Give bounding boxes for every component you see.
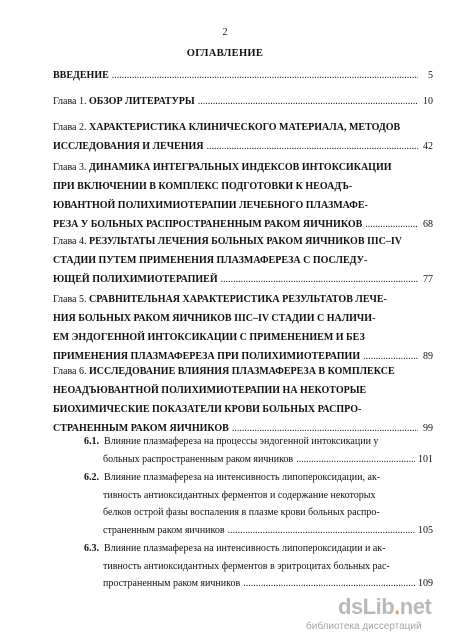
dot-leader [243, 575, 415, 593]
chapter-title: СРАВНИТЕЛЬНАЯ ХАРАКТЕРИСТИКА РЕЗУЛЬТАТОВ ЛЕЧЕ- [89, 294, 387, 305]
chapter-title: РЕЗУЛЬТАТЫ ЛЕЧЕНИЯ БОЛЬНЫХ РАКОМ ЯИЧНИКОВ IIIC–IV [89, 236, 403, 247]
toc-title: ОГЛАВЛЕНИЕ [186, 48, 264, 59]
watermark-logo-main: dsLib [338, 594, 395, 619]
chapter-title: СТАДИИ ПУТЕМ ПРИМЕНЕНИЯ ПЛАЗМАФЕРЕЗА С ПОСЛЕДУ- [53, 255, 368, 266]
subsection-number: 6.3. [84, 543, 99, 554]
chapter-prefix: Глава 6. [53, 366, 87, 377]
toc-entry-chapter-6[interactable] [53, 362, 433, 438]
chapter-prefix: Глава 3. [53, 162, 87, 173]
chapter-title: СТРАНЕННЫМ РАКОМ ЯИЧНИКОВ [53, 423, 229, 434]
toc-page-number: 105 [418, 524, 433, 536]
toc-entry-chapter-4[interactable] [53, 232, 433, 289]
toc-page-number: 89 [423, 351, 433, 362]
subsection-title: Влияние плазмафереза на интенсивность липопероксидации, ак- [104, 472, 381, 483]
chapter-title: ХАРАКТЕРИСТИКА КЛИНИЧЕСКОГО МАТЕРИАЛА, МЕТОДОВ [89, 122, 401, 133]
watermark-logo-dot: . [394, 594, 400, 619]
subsection-title: белков острой фазы воспаления в плазме крови больных распро- [103, 507, 380, 518]
toc-page-number: 109 [418, 578, 433, 589]
chapter-prefix: Глава 2. [53, 122, 87, 133]
toc-entry-chapter-5[interactable] [53, 290, 433, 366]
page-number: 2 [222, 27, 228, 38]
chapter-title: НИЯ БОЛЬНЫХ РАКОМ ЯИЧНИКОВ IIIC–IV СТАДИИ С НАЛИЧИ- [53, 313, 376, 324]
subsection-title: Влияние плазмафереза на процессы эндогенной интоксикации у [104, 436, 379, 447]
chapter-title: ЕМ ЭНДОГЕННОЙ ИНТОКСИКАЦИИ С ПРИМЕНЕНИЕМ И БЕЗ [53, 332, 365, 343]
watermark-tagline: библиотека диссертаций [306, 621, 422, 632]
toc-subentry-6-1[interactable] [84, 433, 433, 468]
dot-leader [296, 451, 415, 469]
toc-page-number: 77 [423, 274, 433, 285]
toc-page-number: 99 [423, 423, 433, 434]
dot-leader [112, 66, 418, 85]
toc-entry-chapter-3[interactable] [53, 158, 433, 234]
chapter-title: БИОХИМИЧЕСКИЕ ПОКАЗАТЕЛИ КРОВИ БОЛЬНЫХ РАСПРО- [53, 404, 362, 415]
chapter-title: ЮВАНТНОЙ ПОЛИХИМИОТЕРАПИИ ЛЕЧЕБНОГО ПЛАЗМАФЕ- [53, 200, 368, 211]
toc-page-number: 42 [423, 141, 433, 152]
toc-page-number: 68 [423, 219, 433, 230]
dot-leader [228, 522, 415, 540]
toc-entry-label: ВВЕДЕНИЕ [53, 70, 109, 81]
subsection-title: тивность антиоксидантных ферментов и содержание некоторых [103, 489, 376, 501]
subsection-title: тивность антиоксидантных ферментов в эритроцитах больных рас- [103, 560, 390, 572]
subsection-title: больных распространенным раком яичников [103, 453, 294, 465]
chapter-title: ИССЛЕДОВАНИЕ ВЛИЯНИЯ ПЛАЗМАФЕРЕЗА В КОМПЛЕКСЕ [89, 366, 395, 377]
subsection-title: пространенным раком яичников [103, 578, 241, 589]
subsection-title: Влияние плазмафереза на интенсивность липопероксидации и ак- [104, 543, 386, 554]
toc-page-number: 10 [423, 96, 433, 107]
toc-page-number: 101 [418, 453, 433, 465]
chapter-title: ПРИ ВКЛЮЧЕНИИ В КОМПЛЕКС ПОДГОТОВКИ К НЕОАДЪ- [53, 181, 353, 192]
dot-leader [198, 92, 418, 111]
chapter-title: НЕОАДЪЮВАНТНОЙ ПОЛИХИМИОТЕРАПИИ НА НЕКОТОРЫЕ [53, 385, 367, 396]
toc-page-number: 5 [428, 70, 433, 81]
chapter-title: ИССЛЕДОВАНИЯ И ЛЕЧЕНИЯ [53, 141, 204, 152]
toc-entry-chapter-1[interactable] [53, 92, 433, 111]
watermark-logo [338, 594, 431, 620]
chapter-prefix: Глава 1. [53, 96, 87, 107]
chapter-prefix: Глава 4. [53, 236, 87, 247]
subsection-number: 6.2. [84, 472, 99, 483]
toc-entry-chapter-2[interactable] [53, 118, 433, 156]
chapter-title: ОБЗОР ЛИТЕРАТУРЫ [89, 96, 195, 107]
toc-subentry-6-3[interactable] [84, 540, 433, 593]
watermark-logo-tld: net [399, 594, 432, 619]
dot-leader [206, 137, 418, 156]
dot-leader [221, 270, 418, 289]
toc-entry-intro[interactable] [53, 66, 433, 85]
subsection-title: страненным раком яичников [103, 524, 225, 536]
chapter-title: ДИНАМИКА ИНТЕГРАЛЬНЫХ ИНДЕКСОВ ИНТОКСИКАЦИИ [89, 162, 392, 173]
subsection-number: 6.1. [84, 436, 99, 447]
watermark [306, 594, 432, 632]
chapter-prefix: Глава 5. [53, 294, 87, 305]
toc-subentry-6-2[interactable] [84, 469, 433, 539]
chapter-title: ПРИМЕНЕНИЯ ПЛАЗМАФЕРЕЗА ПРИ ПОЛИХИМИОТЕРАПИИ [53, 351, 361, 362]
chapter-title: РЕЗА У БОЛЬНЫХ РАСПРОСТРАНЕННЫМ РАКОМ ЯИЧНИКОВ [53, 219, 363, 230]
chapter-title: ЮЩЕЙ ПОЛИХИМИОТЕРАПИЕЙ [53, 274, 218, 285]
